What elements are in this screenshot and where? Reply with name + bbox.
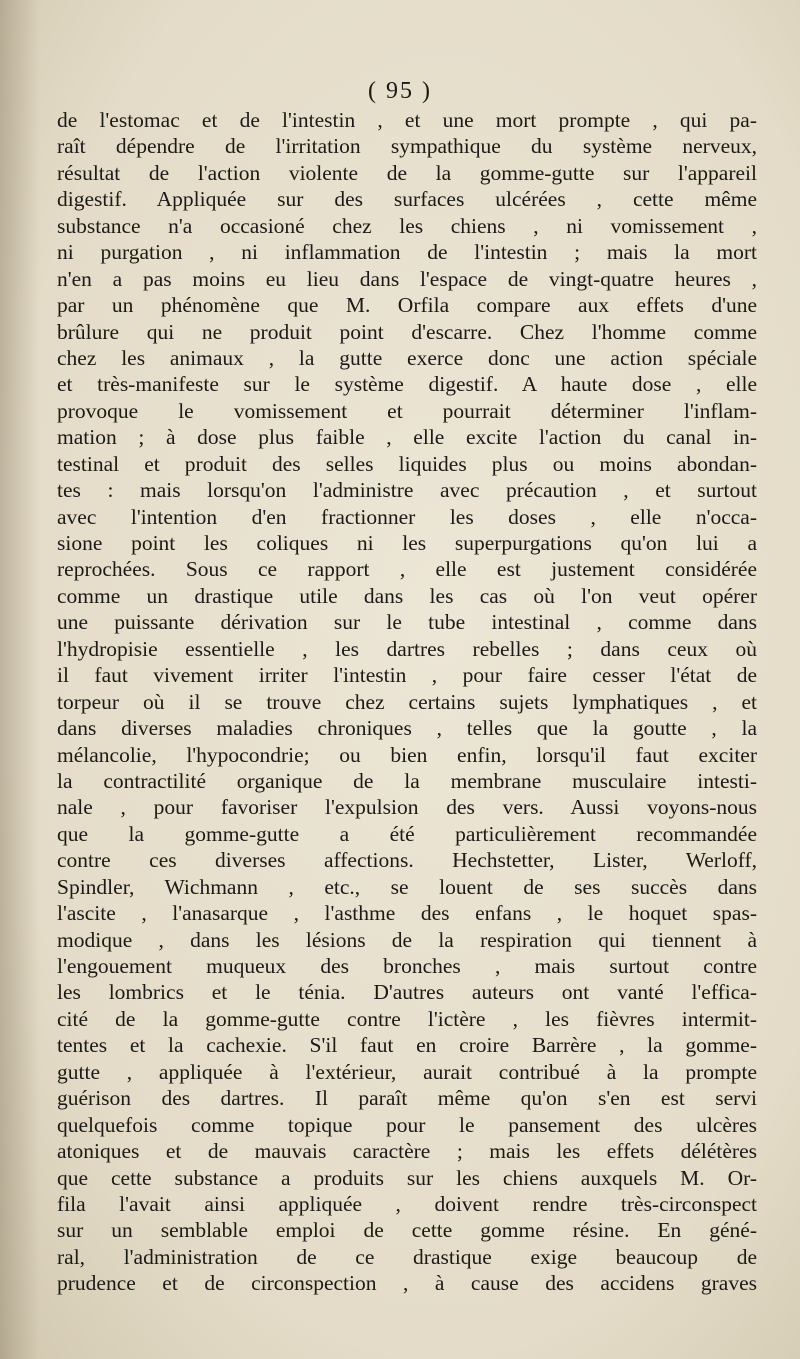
text-line: contre ces diverses affections. Hechstetter, Lister, Werloff, — [57, 848, 757, 873]
text-line: de l'estomac et de l'intestin , et une mort prompte , qui pa- — [57, 108, 757, 132]
text-line: nale , pour favoriser l'expulsion des vers. Aussi voyons-nous — [57, 795, 757, 820]
text-line: l'ascite , l'anasarque , l'asthme des enfans , le hoquet spas- — [57, 901, 757, 926]
text-line: une puissante dérivation sur le tube intestinal , comme dans — [57, 610, 757, 635]
text-line: quelquefois comme topique pour le pansement des ulcères — [57, 1112, 757, 1137]
text-line: testinal et produit des selles liquides plus ou moins abondan- — [57, 451, 757, 476]
text-line: par un phénomène que M. Orfila compare aux effets d'une — [57, 293, 757, 318]
text-line: gutte , appliquée à l'extérieur, aurait contribué à la prompte — [57, 1059, 757, 1084]
text-line: dans diverses maladies chroniques , telles que la goutte , la — [57, 716, 757, 741]
text-line: modique , dans les lésions de la respiration qui tiennent à — [57, 927, 757, 952]
page-number: ( 95 ) — [368, 78, 432, 104]
text-line: l'engouement muqueux des bronches , mais surtout contre — [57, 954, 757, 978]
text-line: ral, l'administration de ce drastique exige beaucoup de — [57, 1244, 757, 1269]
text-line: raît dépendre de l'irritation sympathique du système nerveux, — [57, 134, 757, 159]
text-line: la contractilité organique de la membrane musculaire intesti- — [57, 768, 757, 793]
text-line: chez les animaux , la gutte exerce donc une action spéciale — [57, 345, 757, 370]
text-line: l'hydropisie essentielle , les dartres rebelles ; dans ceux où — [57, 636, 757, 661]
page-spine-shadow — [0, 0, 40, 1359]
text-line: fila l'avait ainsi appliquée , doivent rendre très-circonspect — [57, 1191, 757, 1216]
text-line: guérison des dartres. Il paraît même qu'on s'en est servi — [57, 1086, 757, 1111]
text-line: cité de la gomme-gutte contre l'ictère , les fièvres intermit- — [57, 1006, 757, 1031]
text-line: torpeur où il se trouve chez certains sujets lymphatiques , et — [57, 689, 757, 714]
text-line: il faut vivement irriter l'intestin , pour faire cesser l'état de — [57, 663, 757, 688]
text-line: résultat de l'action violente de la gomme-gutte sur l'appareil — [57, 160, 757, 185]
text-line: que la gomme-gutte a été particulièrement recommandée — [57, 821, 757, 846]
text-line: sur un semblable emploi de cette gomme résine. En géné- — [57, 1218, 757, 1243]
body-text — [57, 107, 757, 1297]
text-line: mélancolie, l'hypocondrie; ou bien enfin, lorsqu'il faut exciter — [57, 742, 757, 767]
text-line: les lombrics et le ténia. D'autres auteurs ont vanté l'effica- — [57, 980, 757, 1005]
text-line: substance n'a occasioné chez les chiens , ni vomissement , — [57, 213, 757, 238]
text-line: provoque le vomissement et pourrait déterminer l'inflam- — [57, 398, 757, 423]
text-line: mation ; à dose plus faible , elle excite l'action du canal in- — [57, 425, 757, 450]
text-line: et très-manifeste sur le système digestif. A haute dose , elle — [57, 372, 757, 397]
text-line: ni purgation , ni inflammation de l'intestin ; mais la mort — [57, 240, 757, 265]
text-line: reprochées. Sous ce rapport , elle est justement considérée — [57, 557, 757, 582]
text-line: brûlure qui ne produit point d'escarre. Chez l'homme comme — [57, 319, 757, 344]
text-line: prudence et de circonspection , à cause des accidens graves — [57, 1271, 757, 1296]
text-line: atoniques et de mauvais caractère ; mais les effets délétères — [57, 1139, 757, 1164]
text-line: avec l'intention d'en fractionner les doses , elle n'occa- — [57, 504, 757, 529]
text-line: Spindler, Wichmann , etc., se louent de ses succès dans — [57, 874, 757, 899]
text-line: digestif. Appliquée sur des surfaces ulcérées , cette même — [57, 187, 757, 212]
text-line: tes : mais lorsqu'on l'administre avec précaution , et surtout — [57, 478, 757, 503]
text-line: que cette substance a produits sur les chiens auxquels M. Or- — [57, 1165, 757, 1190]
text-line: comme un drastique utile dans les cas où l'on veut opérer — [57, 583, 757, 608]
text-line: n'en a pas moins eu lieu dans l'espace de vingt-quatre heures , — [57, 266, 757, 291]
text-line: tentes et la cachexie. S'il faut en croire Barrère , la gomme- — [57, 1033, 757, 1058]
text-line: sione point les coliques ni les superpurgations qu'on lui a — [57, 531, 757, 555]
